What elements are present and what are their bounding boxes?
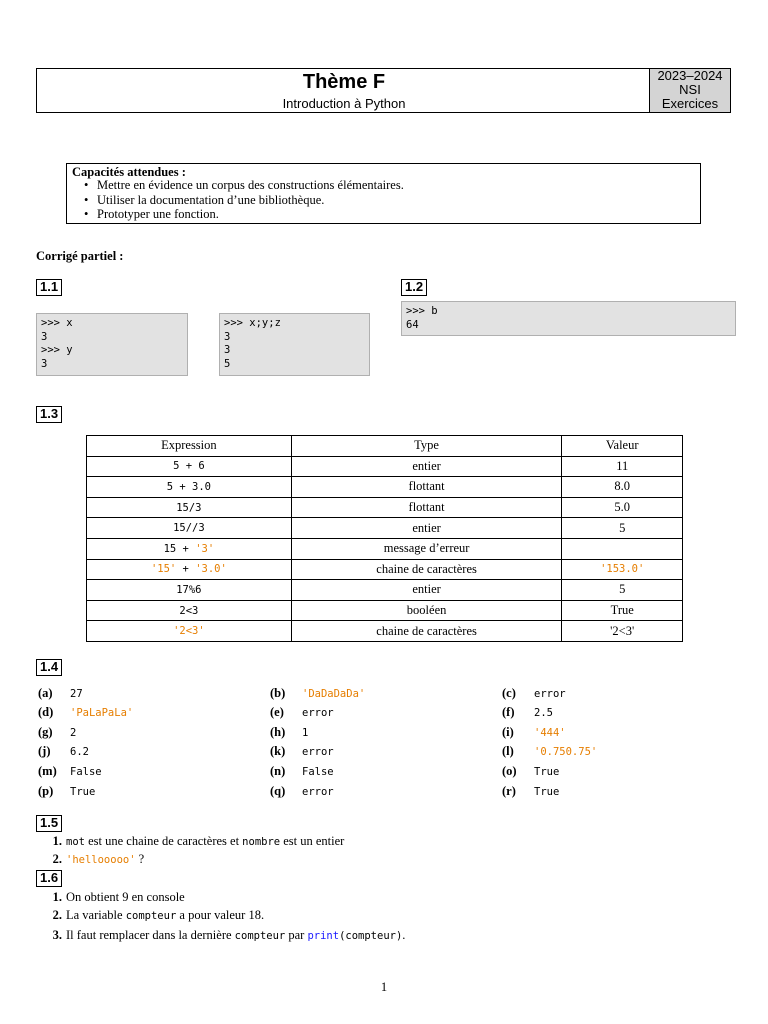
- answer-label: (n): [270, 764, 286, 778]
- answer-value: 1: [302, 727, 309, 739]
- answer-value: 27: [70, 688, 83, 700]
- value-cell: '2<3': [562, 621, 683, 642]
- expression-cell: 2<3: [87, 600, 292, 621]
- answer-value: True: [534, 786, 560, 798]
- value-cell: '153.0': [562, 559, 683, 580]
- header-kind: Exercices: [661, 96, 719, 111]
- answer-label: (m): [38, 764, 57, 778]
- answer-item: [270, 686, 365, 701]
- value-cell: [562, 538, 683, 559]
- answer-label: (d): [38, 705, 54, 719]
- answer-label: (k): [270, 744, 286, 758]
- capacites-item: • Utiliser la documentation d’une bibliothèque.: [97, 193, 404, 208]
- page-header: [36, 68, 731, 113]
- answer-label: (e): [270, 705, 284, 719]
- question-label-1-6: 1.6: [36, 870, 62, 887]
- answer-item: [38, 764, 102, 779]
- question-label-1-5: 1.5: [36, 815, 62, 832]
- table-header: Expression: [87, 436, 292, 457]
- capacites-item: • Mettre en évidence un corpus des constructions élémentaires.: [97, 178, 404, 193]
- question-label-1-2: 1.2: [401, 279, 427, 296]
- value-cell: 5: [562, 518, 683, 539]
- question-label-1-3: 1.3: [36, 406, 62, 423]
- answer-value: 2: [70, 727, 77, 739]
- table-row: [87, 559, 683, 580]
- types-table: [86, 435, 683, 642]
- table-row: [87, 477, 683, 498]
- answer-value: '0.750.75': [534, 746, 598, 758]
- table-row: [87, 600, 683, 621]
- answer-label: (r): [502, 784, 516, 798]
- answer-item: [502, 784, 559, 799]
- table-row: [87, 580, 683, 601]
- code-block-1-1-a: >>> x 3 >>> y 3: [36, 313, 188, 376]
- expression-cell: 5 + 6: [87, 456, 292, 477]
- table-header: Type: [291, 436, 562, 457]
- list-item: 1. On obtient 9 en console: [52, 890, 185, 904]
- expression-cell: 5 + 3.0: [87, 477, 292, 498]
- answer-item: [38, 784, 95, 799]
- value-cell: 5.0: [562, 497, 683, 518]
- type-cell: chaine de caractères: [291, 559, 562, 580]
- value-cell: 8.0: [562, 477, 683, 498]
- table-row: [87, 497, 683, 518]
- expression-cell: 17%6: [87, 580, 292, 601]
- answer-item: [502, 686, 566, 701]
- list-item: 3. Il faut remplacer dans la dernière compteur par print(compteur).: [52, 928, 406, 942]
- answer-item: [270, 784, 334, 799]
- table-row: [87, 456, 683, 477]
- answer-item: [270, 725, 308, 740]
- answer-item: [270, 764, 334, 779]
- table-header: Valeur: [562, 436, 683, 457]
- answer-label: (f): [502, 705, 515, 719]
- answer-label: (o): [502, 764, 517, 778]
- header-year: 2023–2024: [657, 68, 723, 83]
- answer-item: [270, 705, 334, 720]
- list-item: 2. La variable compteur a pour valeur 18.: [52, 908, 265, 922]
- answer-item: [38, 686, 83, 701]
- answer-value: True: [70, 786, 96, 798]
- answer-label: (a): [38, 686, 53, 700]
- expression-cell: 15 + '3': [87, 538, 292, 559]
- answer-label: (q): [270, 784, 286, 798]
- expression-cell: '15' + '3.0': [87, 559, 292, 580]
- question-label-1-1: 1.1: [36, 279, 62, 296]
- answer-label: (l): [502, 744, 514, 758]
- answer-value: 6.2: [70, 746, 89, 758]
- answer-label: (i): [502, 725, 514, 739]
- answer-label: (h): [270, 725, 286, 739]
- answer-label: (c): [502, 686, 516, 700]
- header-meta: [649, 69, 730, 112]
- expression-cell: 15/3: [87, 497, 292, 518]
- expression-cell: '2<3': [87, 621, 292, 642]
- value-cell: 11: [562, 456, 683, 477]
- table-row: [87, 518, 683, 539]
- answer-value: True: [534, 766, 560, 778]
- value-cell: True: [562, 600, 683, 621]
- answer-item: [270, 744, 334, 759]
- page-number: 1: [380, 980, 388, 994]
- header-course: NSI: [679, 82, 701, 97]
- code-block-1-1-b: >>> x;y;z 3 3 5: [219, 313, 370, 376]
- corrige-heading: Corrigé partiel :: [36, 249, 124, 263]
- page-subtitle: Introduction à Python: [282, 96, 406, 111]
- list-item: 1. mot est une chaine de caractères et nombre est un entier: [52, 834, 345, 848]
- question-label-1-4: 1.4: [36, 659, 62, 676]
- type-cell: entier: [291, 456, 562, 477]
- answer-item: [38, 744, 89, 759]
- type-cell: message d’erreur: [291, 538, 562, 559]
- answer-value: error: [302, 786, 334, 798]
- type-cell: entier: [291, 518, 562, 539]
- answer-value: '444': [534, 727, 566, 739]
- type-cell: flottant: [291, 477, 562, 498]
- answer-value: 'PaLaPaLa': [70, 707, 134, 719]
- answer-label: (g): [38, 725, 53, 739]
- answer-value: error: [534, 688, 566, 700]
- answer-label: (p): [38, 784, 54, 798]
- capacites-title: Capacités attendues :: [72, 165, 186, 179]
- capacites-list: [97, 178, 404, 222]
- answer-item: [38, 705, 133, 720]
- answer-value: error: [302, 746, 334, 758]
- page-title: Thème F: [302, 71, 386, 93]
- table-header-row: [87, 436, 683, 457]
- answer-value: 'DaDaDaDa': [302, 688, 366, 700]
- list-item: 2. 'hellooooo' ?: [52, 852, 145, 866]
- answer-item: [502, 764, 559, 779]
- type-cell: booléen: [291, 600, 562, 621]
- answer-item: [38, 725, 76, 740]
- capacites-box: [66, 163, 701, 224]
- answer-value: False: [302, 766, 334, 778]
- table-row: [87, 621, 683, 642]
- type-cell: flottant: [291, 497, 562, 518]
- answer-item: [502, 744, 597, 759]
- answer-value: error: [302, 707, 334, 719]
- type-cell: entier: [291, 580, 562, 601]
- answer-value: 2.5: [534, 707, 553, 719]
- answer-label: (b): [270, 686, 286, 700]
- answer-label: (j): [38, 744, 51, 758]
- answer-item: [502, 725, 566, 740]
- answer-item: [502, 705, 553, 720]
- value-cell: 5: [562, 580, 683, 601]
- answer-value: False: [70, 766, 102, 778]
- type-cell: chaine de caractères: [291, 621, 562, 642]
- table-row: [87, 538, 683, 559]
- code-block-1-2: >>> b 64: [401, 301, 736, 336]
- capacites-item: • Prototyper une fonction.: [97, 207, 404, 222]
- expression-cell: 15//3: [87, 518, 292, 539]
